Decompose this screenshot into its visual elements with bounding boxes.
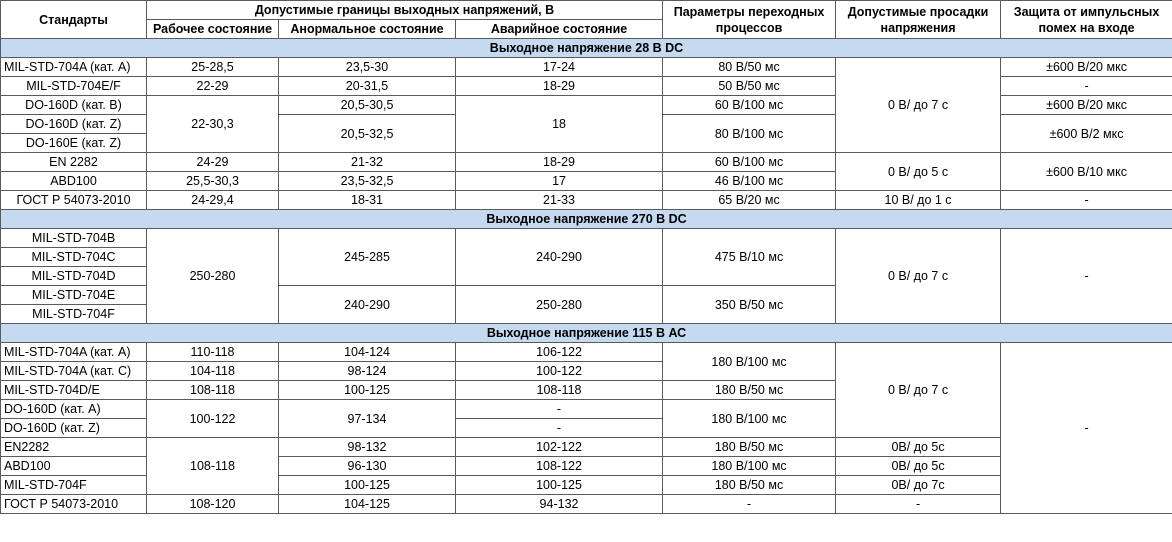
abnormal-range: 20,5-30,5: [279, 96, 456, 115]
normal-range: 108-118: [147, 381, 279, 400]
normal-range: 108-118: [147, 438, 279, 495]
header-voltage-limits: Допустимые границы выходных напряжений, В: [147, 1, 663, 20]
header-emergency: Аварийное состояние: [456, 20, 663, 39]
impulse-protection: -: [1001, 343, 1172, 514]
normal-range: 110-118: [147, 343, 279, 362]
standard-name: MIL-STD-704A (кат. А): [1, 343, 147, 362]
abnormal-range: 23,5-32,5: [279, 172, 456, 191]
transient-params: 80 В/100 мс: [663, 115, 836, 153]
emergency-range: 102-122: [456, 438, 663, 457]
transient-params: 180 В/50 мс: [663, 438, 836, 457]
standard-name: ABD100: [1, 457, 147, 476]
impulse-protection: -: [1001, 191, 1172, 210]
emergency-range: -: [456, 400, 663, 419]
standard-name: EN 2282: [1, 153, 147, 172]
standard-name: MIL-STD-704F: [1, 305, 147, 324]
impulse-protection: ±600 В/2 мкс: [1001, 115, 1172, 153]
standard-name: DO-160D (кат. B): [1, 96, 147, 115]
normal-range: 108-120: [147, 495, 279, 514]
standard-name: ABD100: [1, 172, 147, 191]
standard-name: MIL-STD-704A (кат. С): [1, 362, 147, 381]
normal-range: 24-29: [147, 153, 279, 172]
normal-range: 24-29,4: [147, 191, 279, 210]
abnormal-range: 23,5-30: [279, 58, 456, 77]
standard-name: MIL-STD-704E: [1, 286, 147, 305]
emergency-range: 108-118: [456, 381, 663, 400]
transient-params: 180 В/100 мс: [663, 457, 836, 476]
section-title-115v-ac: Выходное напряжение 115 В АС: [1, 324, 1172, 343]
emergency-range: 21-33: [456, 191, 663, 210]
normal-range: 104-118: [147, 362, 279, 381]
abnormal-range: 104-124: [279, 343, 456, 362]
transient-params: 350 В/50 мс: [663, 286, 836, 324]
emergency-range: 18-29: [456, 77, 663, 96]
normal-range: 22-29: [147, 77, 279, 96]
abnormal-range: 21-32: [279, 153, 456, 172]
voltage-dips: 0В/ до 7с: [836, 476, 1001, 495]
transient-params: 60 В/100 мс: [663, 96, 836, 115]
header-dips-line1: Допустимые просадки: [847, 4, 989, 19]
impulse-protection: ±600 В/10 мкс: [1001, 153, 1172, 191]
transient-params: 65 В/20 мс: [663, 191, 836, 210]
transient-params: 46 В/100 мс: [663, 172, 836, 191]
standard-name: MIL-STD-704D/E: [1, 381, 147, 400]
section-title-28v-dc: Выходное напряжение 28 В DC: [1, 39, 1172, 58]
abnormal-range: 98-124: [279, 362, 456, 381]
emergency-range: 108-122: [456, 457, 663, 476]
standard-name: MIL-STD-704C: [1, 248, 147, 267]
header-abnormal: Анормальное состояние: [279, 20, 456, 39]
abnormal-range: 104-125: [279, 495, 456, 514]
header-transients: [663, 1, 836, 39]
standard-name: DO-160D (кат. А): [1, 400, 147, 419]
voltage-dips: 0В/ до 5с: [836, 457, 1001, 476]
normal-range: 250-280: [147, 229, 279, 324]
header-impulse-line2: помех на входе: [1038, 20, 1135, 35]
abnormal-range: 245-285: [279, 229, 456, 286]
abnormal-range: 100-125: [279, 476, 456, 495]
voltage-dips: 0В/ до 5с: [836, 438, 1001, 457]
abnormal-range: 97-134: [279, 400, 456, 438]
emergency-range: 100-125: [456, 476, 663, 495]
voltage-dips: 0 В/ до 7 с: [836, 229, 1001, 324]
transient-params: 180 В/100 мс: [663, 343, 836, 381]
header-transients-line2: процессов: [715, 20, 783, 35]
emergency-range: 240-290: [456, 229, 663, 286]
transient-params: 60 В/100 мс: [663, 153, 836, 172]
impulse-protection: -: [1001, 229, 1172, 324]
standard-name: EN2282: [1, 438, 147, 457]
standard-name: ГОСТ Р 54073-2010: [1, 191, 147, 210]
normal-range: 100-122: [147, 400, 279, 438]
normal-range: 25,5-30,3: [147, 172, 279, 191]
emergency-range: 94-132: [456, 495, 663, 514]
header-dips: [836, 1, 1001, 39]
emergency-range: 18: [456, 96, 663, 153]
emergency-range: 106-122: [456, 343, 663, 362]
transient-params: 180 В/50 мс: [663, 381, 836, 400]
header-impulse-line1: Защита от импульсных: [1013, 4, 1160, 19]
abnormal-range: 18-31: [279, 191, 456, 210]
header-dips-line2: напряжения: [880, 20, 956, 35]
voltage-dips: 10 В/ до 1 с: [836, 191, 1001, 210]
emergency-range: 100-122: [456, 362, 663, 381]
standard-name: ГОСТ Р 54073-2010: [1, 495, 147, 514]
transient-params: 180 В/100 мс: [663, 400, 836, 438]
voltage-dips: -: [836, 495, 1001, 514]
abnormal-range: 20,5-32,5: [279, 115, 456, 153]
standard-name: MIL-STD-704A (кат. А): [1, 58, 147, 77]
standard-name: DO-160D (кат. Z): [1, 419, 147, 438]
emergency-range: 17: [456, 172, 663, 191]
transient-params: 80 В/50 мс: [663, 58, 836, 77]
standard-name: MIL-STD-704E/F: [1, 77, 147, 96]
transient-params: 475 В/10 мс: [663, 229, 836, 286]
normal-range: 22-30,3: [147, 96, 279, 153]
emergency-range: 18-29: [456, 153, 663, 172]
impulse-protection: ±600 В/20 мкс: [1001, 58, 1172, 77]
section-title-270v-dc: Выходное напряжение 270 В DC: [1, 210, 1172, 229]
standard-name: MIL-STD-704B: [1, 229, 147, 248]
standard-name: MIL-STD-704D: [1, 267, 147, 286]
abnormal-range: 100-125: [279, 381, 456, 400]
emergency-range: 250-280: [456, 286, 663, 324]
standard-name: MIL-STD-704F: [1, 476, 147, 495]
emergency-range: 17-24: [456, 58, 663, 77]
voltage-dips: 0 В/ до 7 с: [836, 58, 1001, 153]
header-standards: Стандарты: [1, 1, 147, 39]
header-normal: Рабочее состояние: [147, 20, 279, 39]
header-impulse: [1001, 1, 1172, 39]
standard-name: DO-160D (кат. Z): [1, 115, 147, 134]
emergency-range: -: [456, 419, 663, 438]
abnormal-range: 96-130: [279, 457, 456, 476]
abnormal-range: 20-31,5: [279, 77, 456, 96]
standard-name: DO-160E (кат. Z): [1, 134, 147, 153]
abnormal-range: 240-290: [279, 286, 456, 324]
normal-range: 25-28,5: [147, 58, 279, 77]
impulse-protection: ±600 В/20 мкс: [1001, 96, 1172, 115]
header-transients-line1: Параметры переходных: [673, 4, 825, 19]
impulse-protection: -: [1001, 77, 1172, 96]
transient-params: -: [663, 495, 836, 514]
transient-params: 50 В/50 мс: [663, 77, 836, 96]
voltage-dips: 0 В/ до 7 с: [836, 343, 1001, 438]
abnormal-range: 98-132: [279, 438, 456, 457]
voltage-dips: 0 В/ до 5 с: [836, 153, 1001, 191]
transient-params: 180 В/50 мс: [663, 476, 836, 495]
